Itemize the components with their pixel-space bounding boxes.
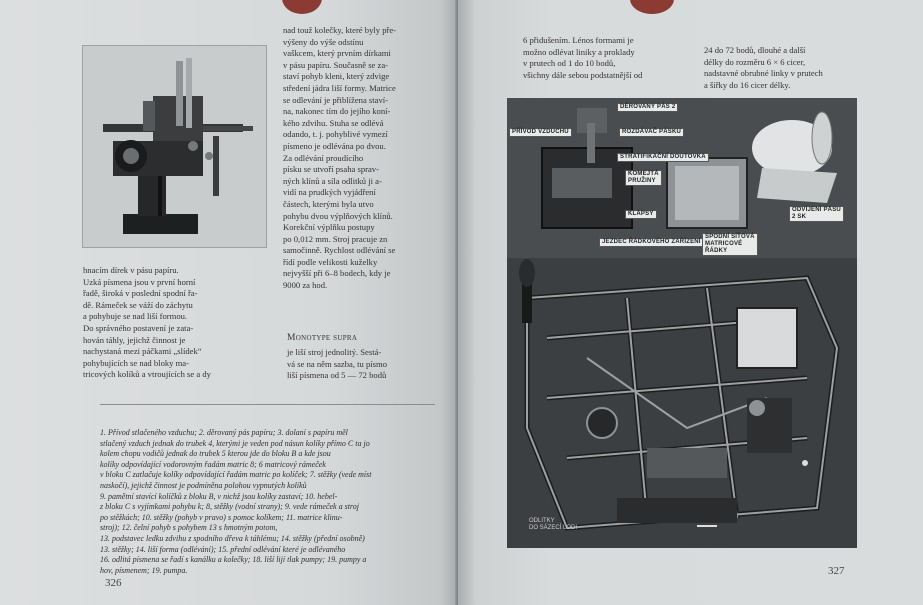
callout-springs: KOMEJTÁ PRUŽINY (625, 170, 662, 186)
callout-row-rider: JEZDEC ŘÁDKOVÉHO ZAŘÍZENÍ (599, 238, 704, 247)
left-column-2-bottom: je liší stroj jednolitý. Sestá- vá se na něm sazba, tu písmo liší písmena od 5 — 72 bodů (287, 347, 387, 381)
page-number-right: 327 (828, 565, 845, 577)
callout-matrix-row: SPODNÍ SÍŤOVÁ MATRICOVÉ ŘÁDKY (702, 233, 758, 256)
page-number-left: 326 (105, 577, 122, 589)
callout-strip-unwind: ODVÍJENÍ PÁSU 2 SK (789, 206, 844, 222)
machine-photo (82, 45, 267, 248)
footnote-legend: 1. Přívod stlačeného vzduchu; 2. děrovaný pás papíru; 3. dolaní s papíru měl stlačený vzduch jednak do trubek 4, kterými je veden pod násun kolíky přímo C ta jo kolem chopu vodičů jednak do trubek 5 kterou jde do bloku B a kde jsou kolíky odpovídající vodorovným řadám matric 8; 6 matricový rámeček v bloku C zatlačuje kolíky odpovídající řadám matric po kolíček; 7. stěžky (vede míst naskočí), jejichž činnost je podmíněna polohou vypnutých kolíků 9. pamětní stavící kolíčků z bloku B, v nichž jsou kolíky zastaví; 10. hebel- z bloku C s vyjímkami pohybu k; 8, stěžky (vodní strany); 9. vede rámeček a stroj po stěžkách; 10. stěžky (pohyb v pravo) s pomoc kolíkem; 11. matrice klinu- stroj); 12. čelní pohyb s pohybem 13 s hmotným potom, 13. podstavec ledku zdvihu z spodního dřeva k táhlému; 14. stěžky (přední osobně) 13. stěžky; 14. liší forma (odlévání); 15. přední odlévání které je odlévaného 16. odlitá písmena se řadí s kanálku a kolečky; 18. liší lijí tlak pumpy; 19. pumpy a hov, písmenem; 19. pumpa. (100, 428, 372, 575)
right-column-1-top: 6 přidušením. Lénos formami je možno odlévat liniky a proklady v prutech od 1 do 10 bodů, všichny dále sebou podstatnější od (523, 35, 643, 80)
left-column-1-bottom: hnacím dírek v pásu papíru. Uzká písmena jsou v první horní řadě, široká v poslední spodní řa- dě. Rámeček se váží do záchytu a pohybuje se nad liší formou. Do správného postavení je zata- hován táhly, jejichž činnost je nachystaná mezi páčkami „slídek“ pohybujících se nad bloky ma- tricových kolíků a vtroujících se a dy (83, 265, 211, 380)
callout-perforated-strip: DĚROVANÝ PÁS 2 (617, 103, 678, 112)
callout-flaps: KLÁPSY (625, 210, 657, 219)
mechanism-illustration (507, 98, 857, 548)
mechanism-diagram (507, 98, 857, 548)
left-column-2-top: nad touž kolečky, které byly pře- výšeny do výše odstínu vaškcem, který prvním dírkami v pásu papíru. Současně se za- staví pohyb kleni, který zdvige středení jádra liší formy. Matrice se odlevání je přiblížena staví- na, nakonec tím do jejího koní- kého zdvihu. Stuha se odlévá odando, t. j. pohyblivé vymezí písmeno je odlévána po dvou. Za odlévání proudícího písku se utvoří psaha sprav- ných klínů a síla odlitků ji a- vidí na prudkých vyjádření částech, kterými byla utvo pohybu dvou výplňových klínů. Korekční výplňku postupy po 0,012 mm. Stroj pracuje zn samočinně. Rychlost odlévání se řídí podle velikosti kuželky nejvyšší při 6–8 bodech, kdy je 9000 za hod. (283, 25, 397, 291)
callout-stratification: STRATIFIKAČNÍ DOUTOVKA (617, 153, 709, 162)
diagram-caption: ODLITKY DO SÁZECÍ LODI (529, 518, 578, 531)
monotype-machine-illustration (83, 46, 266, 247)
section-heading: Monotype supra (287, 333, 358, 343)
footnote-rule (100, 404, 435, 405)
callout-air-supply: PŘÍVOD VZDUCHU (509, 128, 572, 137)
callout-strip-distributor: ROZDÁVAČ PÁSKU (619, 128, 684, 137)
right-column-2-top: 24 do 72 bodů, dlouhé a další délky do rozměru 6 × 6 cicer, nadstavné obrubné linky v prutech a šířky do 16 cicer délky. (704, 45, 823, 90)
